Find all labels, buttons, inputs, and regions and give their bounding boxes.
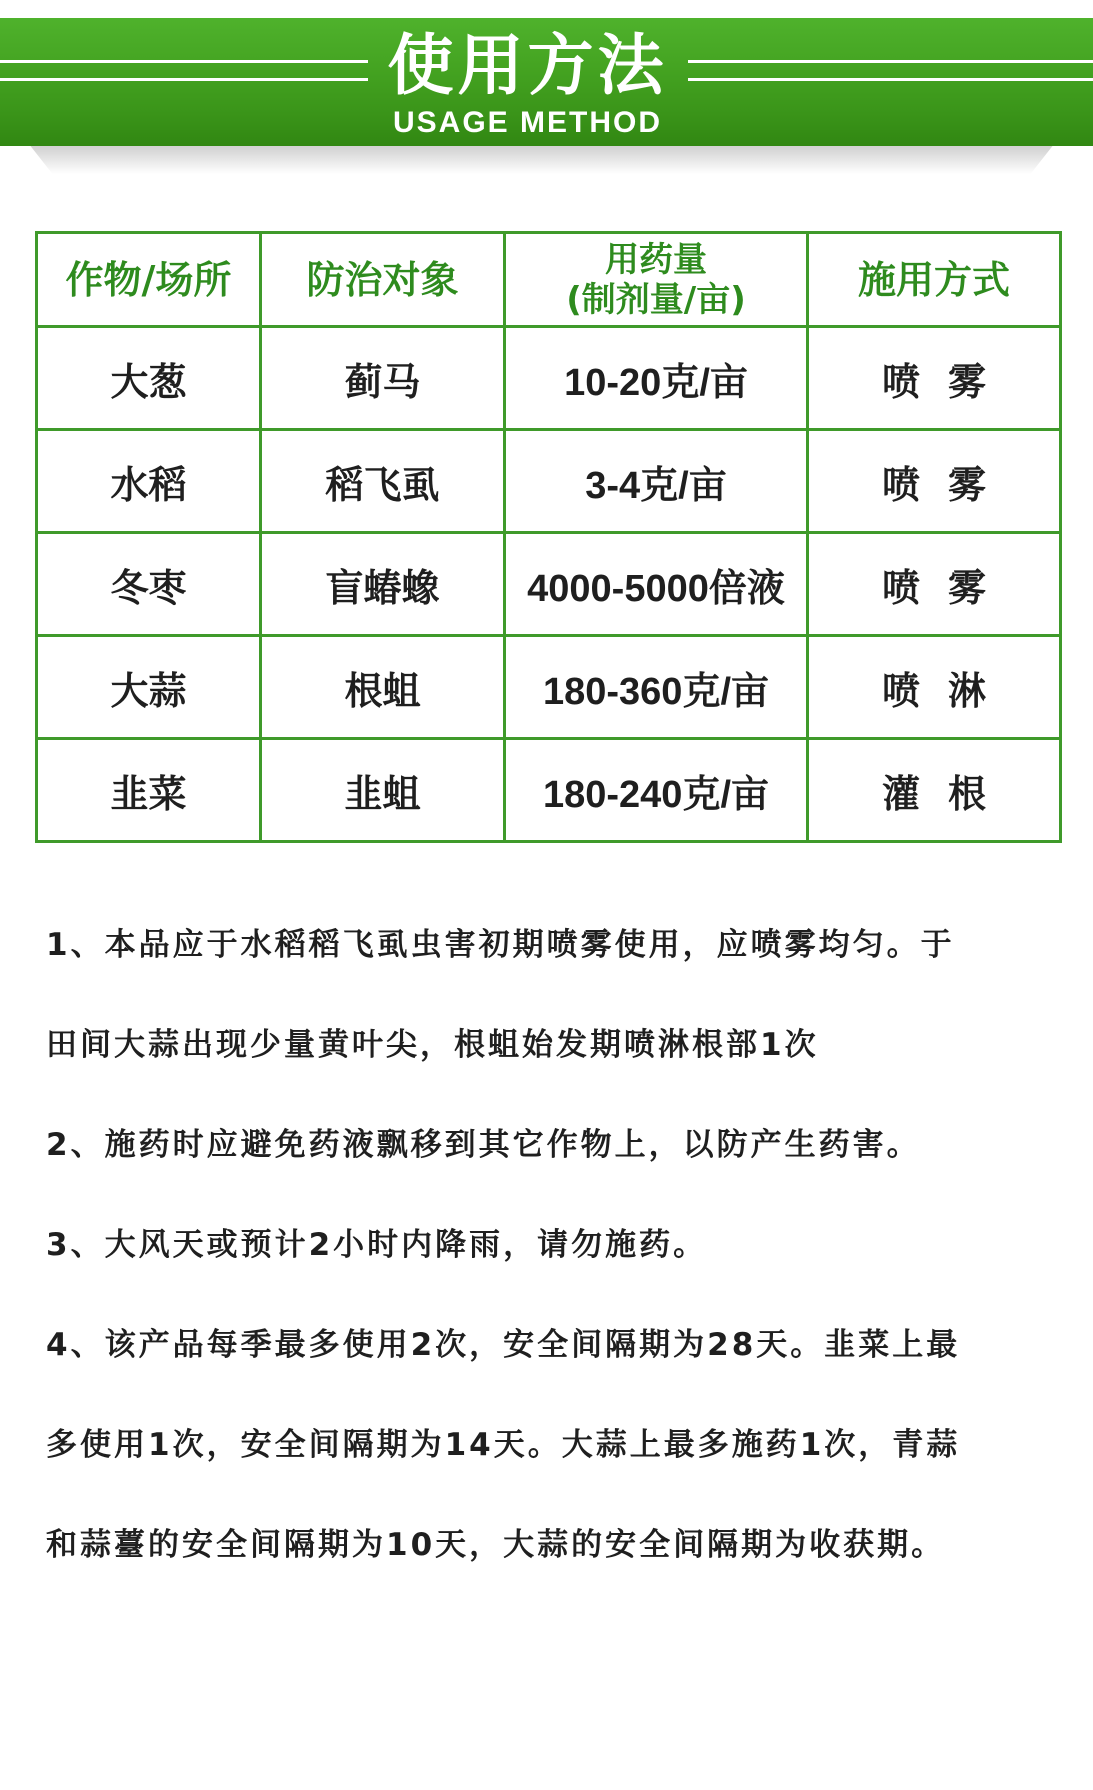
cell-crop: 大葱 <box>37 327 261 430</box>
cell-dose: 180-360克/亩 <box>505 636 808 739</box>
note-line: 和蒜薹的安全间隔期为10天，大蒜的安全间隔期为收获期。 <box>46 1527 946 1563</box>
header-dose-line1: 用药量 <box>605 239 707 280</box>
cell-target: 韭蛆 <box>261 739 505 842</box>
cell-dose: 10-20克/亩 <box>505 327 808 430</box>
cell-crop: 水稻 <box>37 430 261 533</box>
cell-target: 蓟马 <box>261 327 505 430</box>
note-line: 3、大风天或预计2小时内降雨，请勿施药。 <box>46 1227 708 1263</box>
table-row <box>37 327 1061 430</box>
cell-dose: 180-240克/亩 <box>505 739 808 842</box>
note-line: 1、本品应于水稻稻飞虱虫害初期喷雾使用，应喷雾均匀。于 <box>46 927 955 963</box>
cell-crop: 大蒜 <box>37 636 261 739</box>
cell-method: 喷雾 <box>808 430 1061 533</box>
table-header-row <box>37 233 1061 327</box>
header-dose-line2: (制剂量/亩) <box>566 279 746 320</box>
cell-dose: 3-4克/亩 <box>505 430 808 533</box>
section-banner <box>0 18 1093 146</box>
cell-method: 喷雾 <box>808 327 1061 430</box>
header-method: 施用方式 <box>808 233 1061 327</box>
header-dose <box>505 233 808 327</box>
cell-target: 稻飞虱 <box>261 430 505 533</box>
cell-target: 根蛆 <box>261 636 505 739</box>
note-line: 多使用1次，安全间隔期为14天。大蒜上最多施药1次，青蒜 <box>46 1427 961 1463</box>
cell-target: 盲蝽蟓 <box>261 533 505 636</box>
cell-method: 喷雾 <box>808 533 1061 636</box>
usage-table <box>35 231 1062 843</box>
cell-method: 喷淋 <box>808 636 1061 739</box>
banner-subtitle: USAGE METHOD <box>392 106 662 139</box>
table-row <box>37 533 1061 636</box>
table-row <box>37 739 1061 842</box>
note-line: 4、该产品每季最多使用2次，安全间隔期为28天。韭菜上最 <box>46 1327 961 1363</box>
note-line: 田间大蒜出现少量黄叶尖，根蛆始发期喷淋根部1次 <box>46 1027 819 1063</box>
header-crop: 作物/场所 <box>37 233 261 327</box>
cell-method: 灌根 <box>808 739 1061 842</box>
usage-notes <box>46 895 1046 1595</box>
header-target: 防治对象 <box>261 233 505 327</box>
cell-dose: 4000-5000倍液 <box>505 533 808 636</box>
cell-crop: 韭菜 <box>37 739 261 842</box>
table-row <box>37 430 1061 533</box>
table-row <box>37 636 1061 739</box>
banner-title: 使用方法 <box>387 27 668 104</box>
note-line: 2、施药时应避免药液飘移到其它作物上，以防产生药害。 <box>46 1127 921 1163</box>
cell-crop: 冬枣 <box>37 533 261 636</box>
